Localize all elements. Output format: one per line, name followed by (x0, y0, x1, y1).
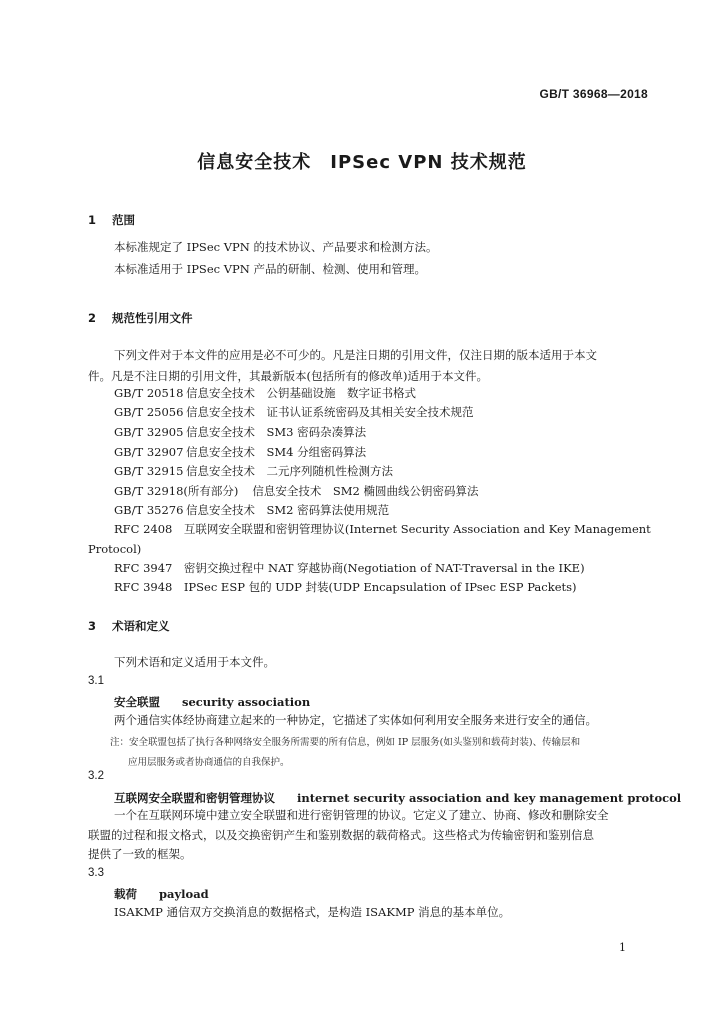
term-zh: 载荷 (114, 887, 137, 901)
reference-code: GB/T 32915 (114, 464, 184, 478)
term-number: 3.2 (88, 770, 104, 782)
reference-title: 信息安全技术 SM3 密码杂凑算法 (186, 425, 367, 439)
reference-title: 信息安全技术 SM2 密码算法使用规范 (186, 503, 390, 517)
term-definition: ISAKMP 通信双方交换消息的数据格式，是构造 ISAKMP 消息的基本单位。 (114, 905, 511, 919)
reference-item (114, 401, 474, 423)
section-number: 2 (88, 311, 97, 325)
reference-title: 信息安全技术 二元序列随机性检测方法 (186, 464, 393, 478)
paragraph: 下列术语和定义适用于本文件。 (114, 655, 275, 669)
reference-title: 信息安全技术 SM2 椭圆曲线公钥密码算法 (252, 484, 479, 498)
term-en: security association (182, 695, 311, 709)
term-definition-continuation: 联盟的过程和报文格式，以及交换密钥产生和鉴别数据的载荷格式。这些格式为传输密钥和鉴别信息 (88, 828, 594, 842)
term-note: 注：安全联盟包括了执行各种网络安全服务所需要的所有信息，例如 IP 层服务(如头鉴别和载荷封装)、传输层和 (110, 737, 581, 748)
section-title: 范围 (112, 213, 136, 227)
paragraph: 本标准规定了 IPSec VPN 的技术协议、产品要求和检测方法。 (114, 240, 438, 254)
reference-code: GB/T 20518 (114, 386, 184, 400)
term-number: 3.1 (88, 675, 104, 687)
reference-item (114, 421, 366, 443)
section-heading-terms-and-definitions (88, 618, 170, 634)
reference-code: GB/T 32907 (114, 445, 184, 459)
reference-title: 信息安全技术 证书认证系统密码及其相关安全技术规范 (186, 405, 474, 419)
reference-title: 信息安全技术 SM4 分组密码算法 (186, 445, 367, 459)
reference-item: RFC 3947 密钥交换过程中 NAT 穿越协商(Negotiation of NAT-Traversal in the IKE) (114, 561, 585, 575)
term-definition: 两个通信实体经协商建立起来的一种协定，它描述了实体如何利用安全服务来进行安全的通信。 (114, 713, 597, 727)
section-number: 1 (88, 213, 97, 227)
section-heading-scope (88, 212, 135, 228)
paragraph: 本标准适用于 IPSec VPN 产品的研制、检测、使用和管理。 (114, 262, 426, 276)
section-title: 规范性引用文件 (112, 311, 193, 325)
term-en: payload (159, 887, 209, 901)
section-heading-normative-references (88, 310, 193, 326)
section-title: 术语和定义 (112, 619, 170, 633)
term-en: internet security association and key management protocol (297, 791, 682, 805)
reference-item (114, 460, 393, 482)
term-definition: 一个在互联网环境中建立安全联盟和进行密钥管理的协议。它定义了建立、协商、修改和删除安全 (114, 808, 609, 822)
term-definition-continuation: 提供了一致的框架。 (88, 847, 192, 861)
reference-code: GB/T 25056 (114, 405, 184, 419)
term-heading (114, 886, 209, 902)
document-title: 信息安全技术 IPSec VPN 技术规范 (197, 152, 527, 173)
section-number: 3 (88, 619, 97, 633)
reference-item: RFC 2408 互联网安全联盟和密钥管理协议(Internet Security Association and Key Management (114, 522, 651, 536)
term-zh: 安全联盟 (114, 695, 160, 709)
reference-item-continuation: Protocol) (88, 542, 142, 556)
reference-item: RFC 3948 IPSec ESP 包的 UDP 封装(UDP Encapsulation of IPsec ESP Packets) (114, 580, 577, 594)
paragraph: 件。凡是不注日期的引用文件，其最新版本(包括所有的修改单)适用于本文件。 (88, 369, 488, 383)
reference-title: 信息安全技术 公钥基础设施 数字证书格式 (186, 386, 416, 400)
term-number: 3.3 (88, 867, 104, 879)
standard-number: GB/T 36968—2018 (539, 87, 648, 101)
reference-code: GB/T 32905 (114, 425, 184, 439)
paragraph: 下列文件对于本文件的应用是必不可少的。凡是注日期的引用文件，仅注日期的版本适用于本文 (114, 348, 597, 362)
term-zh: 互联网安全联盟和密钥管理协议 (114, 791, 275, 805)
reference-code: GB/T 35276 (114, 503, 184, 517)
reference-code: GB/T 32918(所有部分) (114, 484, 239, 498)
term-heading (114, 694, 310, 710)
page-number: 1 (619, 941, 626, 954)
term-note-continuation: 应用层服务或者协商通信的自我保护。 (128, 757, 290, 768)
